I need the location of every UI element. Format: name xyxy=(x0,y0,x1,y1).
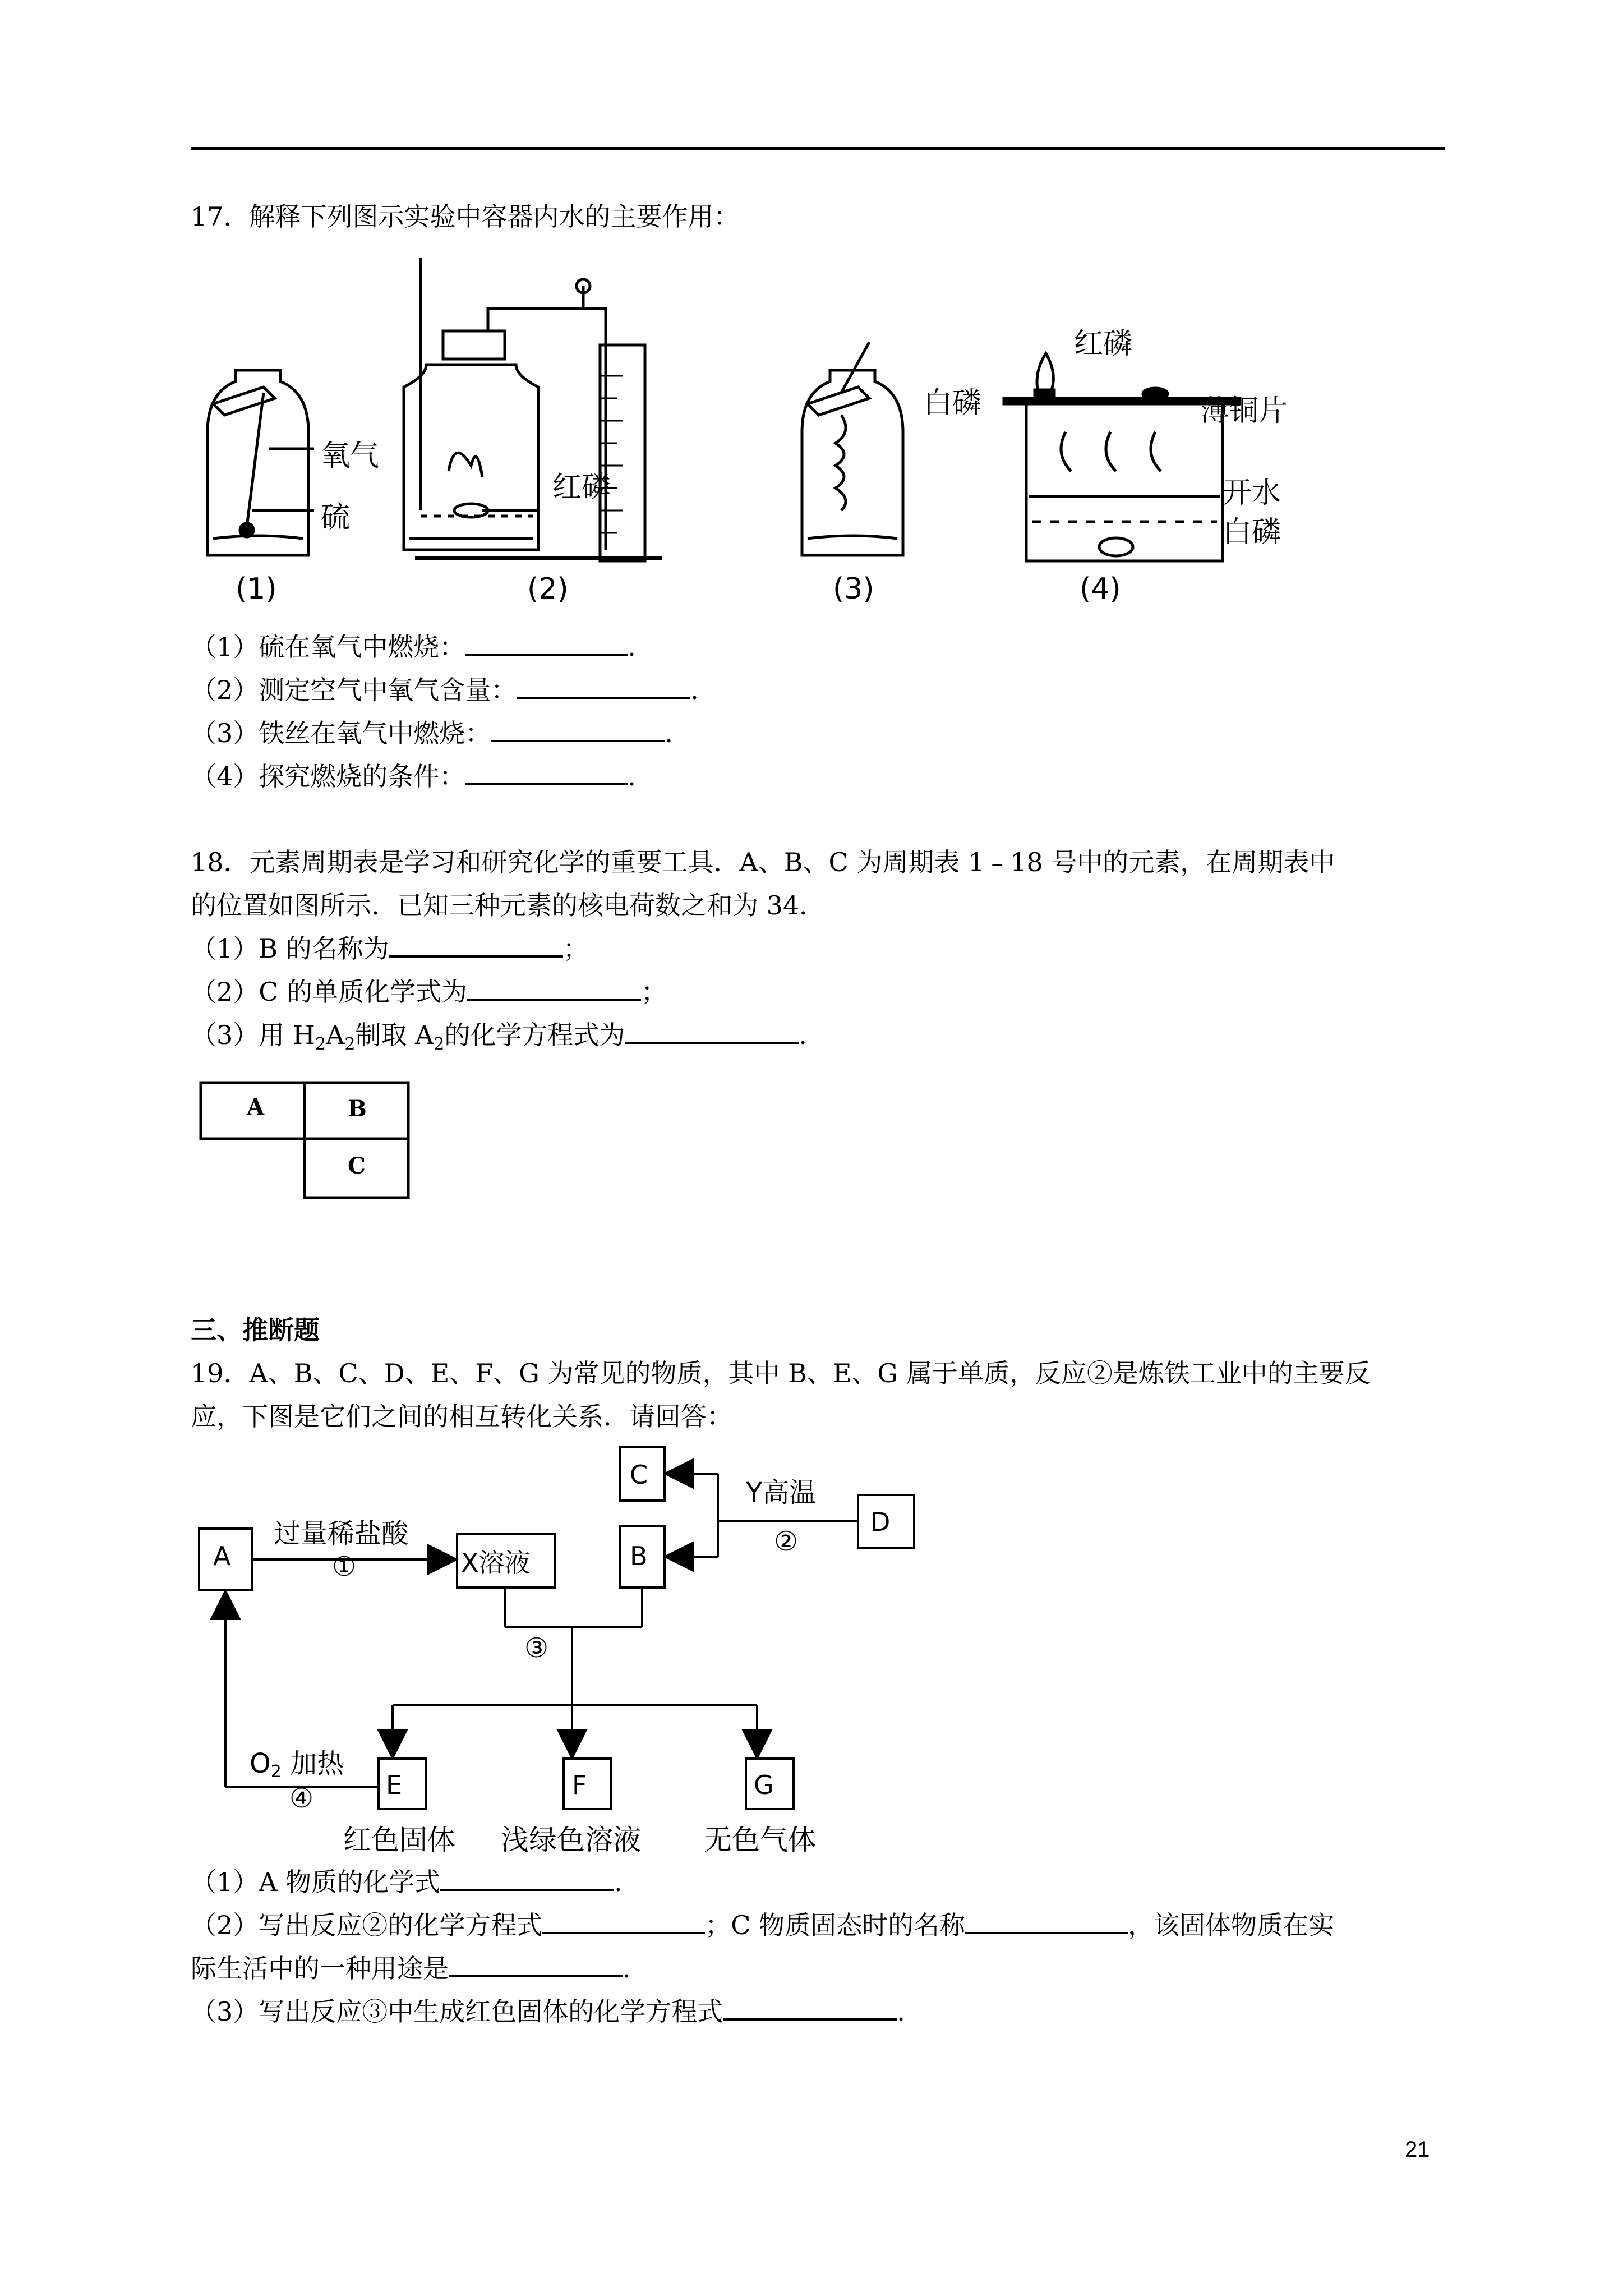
label-boiling-water: 开水 xyxy=(1223,476,1281,510)
q19-item-2: （2）写出反应②的化学方程式 ；C 物质固态时的名称 ，该固体物质在实 xyxy=(191,1910,1335,1940)
reaction-1-number: ① xyxy=(332,1551,357,1582)
caption-4: (4) xyxy=(1080,572,1121,606)
label-sulfur: 硫 xyxy=(321,501,351,535)
caption-3: (3) xyxy=(833,572,874,606)
q19-item-1: （1）A 物质的化学式 . xyxy=(191,1867,623,1897)
q18-item-2: （2）C 的单质化学式为 ； xyxy=(191,977,667,1007)
reaction-4-number: ④ xyxy=(289,1783,314,1814)
node-b: B xyxy=(630,1541,648,1571)
caption-1: (1) xyxy=(236,572,277,606)
g-description: 无色气体 xyxy=(704,1824,816,1856)
q17-item-1: （1）硫在氧气中燃烧： . xyxy=(191,632,636,662)
q17-item-2: （2）测定空气中氧气含量： . xyxy=(191,675,699,705)
label-copper-sheet: 薄铜片 xyxy=(1200,394,1288,428)
caption-2: (2) xyxy=(527,572,569,606)
q18-stem-line1: 18．元素周期表是学习和研究化学的重要工具．A、B、C 为周期表 1﹣18 号中的元素，在周期表中 xyxy=(191,847,1335,877)
node-x-solution: X溶液 xyxy=(461,1548,531,1578)
periodic-table-fragment xyxy=(196,1077,421,1212)
q19-item-2-line2: 际生活中的一种用途是 . xyxy=(191,1953,631,1984)
f-description: 浅绿色溶液 xyxy=(501,1824,641,1856)
q17-stem: 17．解释下列图示实验中容器内水的主要作用： xyxy=(191,201,740,232)
label-white-phosphorus-bottom: 白磷 xyxy=(1223,516,1281,549)
q17-item-3: （3）铁丝在氧气中燃烧： . xyxy=(191,718,673,748)
page-number: 21 xyxy=(1405,2137,1430,2162)
q19-stem-line2: 应，下图是它们之间的相互转化关系．请回答： xyxy=(191,1401,732,1432)
node-f: F xyxy=(572,1770,587,1800)
cell-c: C xyxy=(348,1153,366,1179)
reaction-3-number: ③ xyxy=(524,1632,549,1664)
e-description: 红色固体 xyxy=(343,1824,455,1856)
cell-a: A xyxy=(247,1094,265,1120)
node-e: E xyxy=(386,1770,403,1800)
reaction-1-label: 过量稀盐酸 xyxy=(274,1518,409,1549)
node-c: C xyxy=(630,1460,648,1490)
reaction-2-label: Y高温 xyxy=(746,1477,817,1508)
node-d: D xyxy=(870,1507,891,1537)
header-rule xyxy=(191,147,1445,150)
reaction-2-number: ② xyxy=(774,1526,799,1557)
cell-b: B xyxy=(348,1096,367,1122)
q18-item-1: （1）B 的名称为 ； xyxy=(191,933,589,964)
section-title: 三、推断题 xyxy=(191,1315,320,1345)
node-a: A xyxy=(213,1541,231,1571)
label-oxygen: 氧气 xyxy=(321,439,380,473)
label-red-phosphorus-4: 红磷 xyxy=(1074,327,1133,361)
node-g: G xyxy=(754,1770,774,1800)
label-white-phosphorus-top: 白磷 xyxy=(923,386,982,420)
q19-stem-line1: 19．A、B、C、D、E、F、G 为常见的物质，其中 B、E、G 属于单质，反应②是炼铁工业中的主要反 xyxy=(191,1358,1371,1388)
q19-item-3: （3）写出反应③中生成红色固体的化学方程式 . xyxy=(191,1996,905,2027)
label-red-phosphorus-2: 红磷 xyxy=(552,471,611,504)
reaction-4-label: O2 加热 xyxy=(250,1748,344,1782)
q18-stem-line2: 的位置如图所示．已知三种元素的核电荷数之和为 34． xyxy=(191,890,826,921)
q18-item-3: （3）用 $H_2A_2$制取 $A_2$的化学方程式为 . xyxy=(191,1020,807,1054)
q17-item-4: （4）探究燃烧的条件： . xyxy=(191,761,636,792)
